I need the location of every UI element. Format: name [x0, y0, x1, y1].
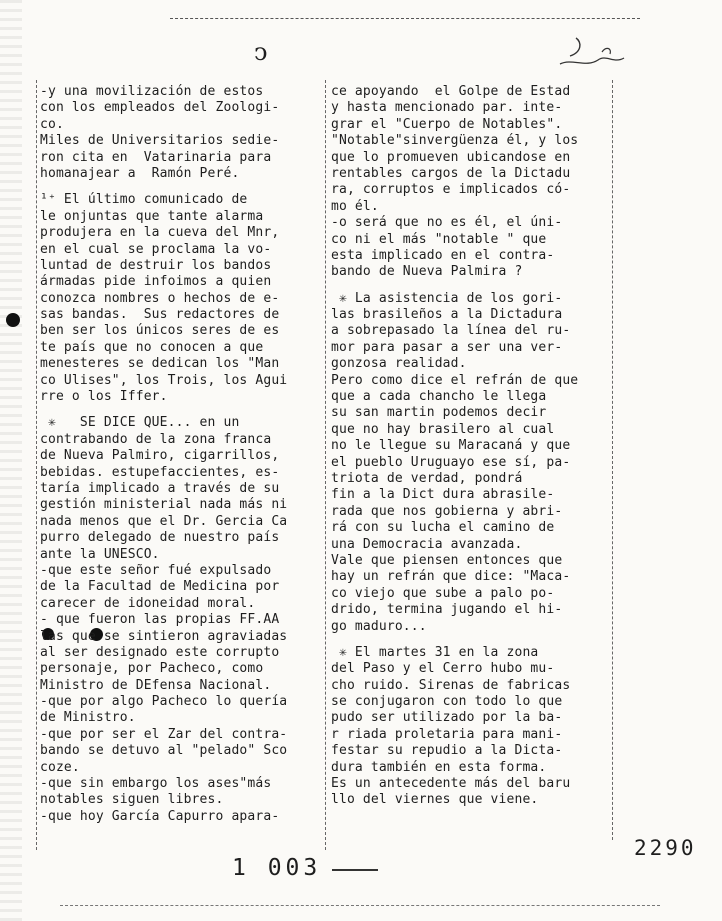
text-line: ron cita en Vatarinaria para	[40, 149, 272, 165]
text-line: al ser designado este corrupto	[40, 644, 280, 660]
top-rule	[170, 18, 640, 19]
text-line: -que por algo Pacheco lo quería	[40, 694, 288, 710]
text-line: coze.	[40, 759, 80, 775]
text-line: ra, corruptos e implicados có-	[331, 182, 571, 198]
text-line: -que hoy García Capurro apara-	[40, 808, 280, 824]
text-line: ✳ SE DICE QUE... en un	[40, 415, 240, 431]
text-line: -que este señor fué expulsado	[40, 562, 272, 578]
text-line: nada menos que el Dr. Gercia Ca	[40, 513, 288, 529]
text-line: notables siguen libres.	[40, 792, 224, 808]
left-column	[40, 84, 323, 854]
text-line: co viejo que sube a palo po-	[331, 585, 555, 601]
text-line: rentables cargos de la Dictadu	[331, 165, 571, 181]
text-line: r riada proletaria para mani-	[331, 726, 563, 742]
bottom-rule	[60, 905, 660, 906]
text-line: Vale que piensen entonces que	[331, 552, 563, 568]
page-number: 2290	[634, 836, 697, 860]
right-column	[331, 84, 611, 844]
text-line: ce apoyando el Golpe de Estad	[331, 84, 571, 99]
text-line: go maduro...	[331, 618, 427, 634]
text-line: con los empleados del Zoologi-	[40, 100, 280, 116]
text-line: y hasta mencionado par. inte-	[331, 100, 563, 116]
text-line: que lo promueven ubicandose en	[331, 149, 571, 165]
text-line: "Notable"sinvergüenza él, y los	[331, 133, 579, 149]
header-mark: ↄ	[254, 38, 268, 66]
text-line: -que sin embargo los ases"más	[40, 776, 272, 792]
text-line: purro delegado de nuestro país	[40, 530, 280, 546]
text-line: del Paso y el Cerro hubo mu-	[331, 661, 555, 677]
text-line: triota de verdad, pondrá	[331, 470, 523, 486]
text-line: Ministro de DEfensa Nacional.	[40, 677, 272, 693]
text-line: ✳ El martes 31 en la zona	[331, 644, 539, 660]
text-line: se conjugaron con todo lo que	[331, 694, 563, 710]
text-line: taría implicado a través de su	[40, 480, 280, 496]
column-divider	[325, 80, 326, 850]
text-line: Es un antecedente más del baru	[331, 776, 571, 792]
text-line: menesteres se dedican los "Man	[40, 356, 280, 372]
text-line: mo él.	[331, 198, 379, 214]
text-line: drido, termina jugando el hi-	[331, 602, 563, 618]
right-column-border	[612, 80, 613, 840]
paragraph-gap	[40, 182, 323, 192]
footer-dash	[332, 869, 378, 871]
text-line: que no hay brasilero al cual	[331, 421, 555, 437]
text-line: rada que nos gobierna y abri-	[331, 503, 563, 519]
text-line: grar el "Cuerpo de Notables".	[331, 116, 563, 132]
text-line: de Ministro.	[40, 710, 136, 726]
text-line: homanajear a Ramón Peré.	[40, 165, 240, 181]
text-line: te país que no conocen a que	[40, 339, 264, 355]
text-line: sas bandas. Sus redactores de	[40, 307, 280, 323]
text-line: -o será que no es él, el úni-	[331, 215, 563, 231]
text-line: le onjuntas que tante alarma	[40, 208, 264, 224]
text-line: el pueblo Uruguayo ese sí, pa-	[331, 454, 571, 470]
text-line: bebidas. estupefaccientes, es-	[40, 464, 280, 480]
text-line: rre o los Iffer.	[40, 389, 168, 405]
text-line: rá con su lucha el camino de	[331, 520, 555, 536]
left-column-border	[36, 80, 37, 850]
sheet-number: 1 003	[232, 855, 322, 881]
text-line: co.	[40, 116, 64, 132]
text-line: dura también en esta forma.	[331, 759, 547, 775]
text-line: produjera en la cueva del Mnr,	[40, 225, 280, 241]
text-line: en el cual se proclama la vo-	[40, 241, 272, 257]
text-line: ármadas pide infoimos a quien	[40, 274, 272, 290]
text-line: su san martin podemos decir	[331, 405, 547, 421]
text-line: una Democracia avanzada.	[331, 536, 523, 552]
text-line: festar su repudio a la Dicta-	[331, 743, 563, 759]
text-line: no le llegue su Maracaná y que	[331, 438, 571, 454]
text-line: co Ulises", los Trois, los Agui	[40, 372, 288, 388]
text-line: Miles de Universitarios sedie-	[40, 133, 280, 149]
text-line: cho ruido. Sirenas de fabricas	[331, 677, 571, 693]
text-line: mor para pasar a ser una ver-	[331, 339, 563, 355]
text-line: carecer de idoneidad moral.	[40, 595, 256, 611]
text-line: a sobrepasado la línea del ru-	[331, 323, 571, 339]
text-line: luntad de destruir los bandos	[40, 257, 272, 273]
text-line: de la Facultad de Medicina por	[40, 579, 280, 595]
text-line: las brasileños a la Dictadura	[331, 307, 563, 323]
text-line: ante la UNESCO.	[40, 546, 160, 562]
text-line: de Nueva Palmiro, cigarrillos,	[40, 448, 280, 464]
paragraph-gap	[40, 405, 323, 415]
text-line: conozca nombres o hechos de e-	[40, 290, 280, 306]
text-line: - que fueron las propias FF.AA	[40, 612, 280, 628]
text-line: bando de Nueva Palmira ?	[331, 264, 523, 280]
text-line: -y una movilización de estos	[40, 84, 264, 99]
text-line: hay un refrán que dice: "Maca-	[331, 569, 571, 585]
text-line: gestión ministerial nada más ni	[40, 497, 288, 513]
handwritten-note-scribble	[558, 34, 628, 74]
text-line: ben ser los únicos seres de es	[40, 323, 280, 339]
text-line: personaje, por Pacheco, como	[40, 661, 264, 677]
text-line: gonzosa realidad.	[331, 356, 467, 372]
binder-hole-icon	[6, 313, 20, 327]
text-line: fin a la Dict dura abrasile-	[331, 487, 555, 503]
text-line: que a cada chancho le llega	[331, 389, 547, 405]
paragraph-gap	[331, 635, 611, 645]
paragraph-gap	[331, 281, 611, 291]
text-line: pudo ser utilizado por la ba-	[331, 710, 563, 726]
text-line: las que se sintieron agraviadas	[40, 628, 288, 644]
text-line: bando se detuvo al "pelado" Sco	[40, 743, 288, 759]
text-line: esta implicado en el contra-	[331, 247, 555, 263]
text-line: Pero como dice el refrán de que	[331, 372, 579, 388]
text-line: llo del viernes que viene.	[331, 792, 539, 808]
text-line: contrabando de la zona franca	[40, 431, 272, 447]
scan-margin-shadow	[0, 0, 22, 921]
text-line: co ni el más "notable " que	[331, 231, 547, 247]
text-line: ¹⁺ El último comunicado de	[40, 192, 248, 208]
text-line: -que por ser el Zar del contra-	[40, 726, 288, 742]
text-line: ✳ La asistencia de los gori-	[331, 290, 563, 306]
